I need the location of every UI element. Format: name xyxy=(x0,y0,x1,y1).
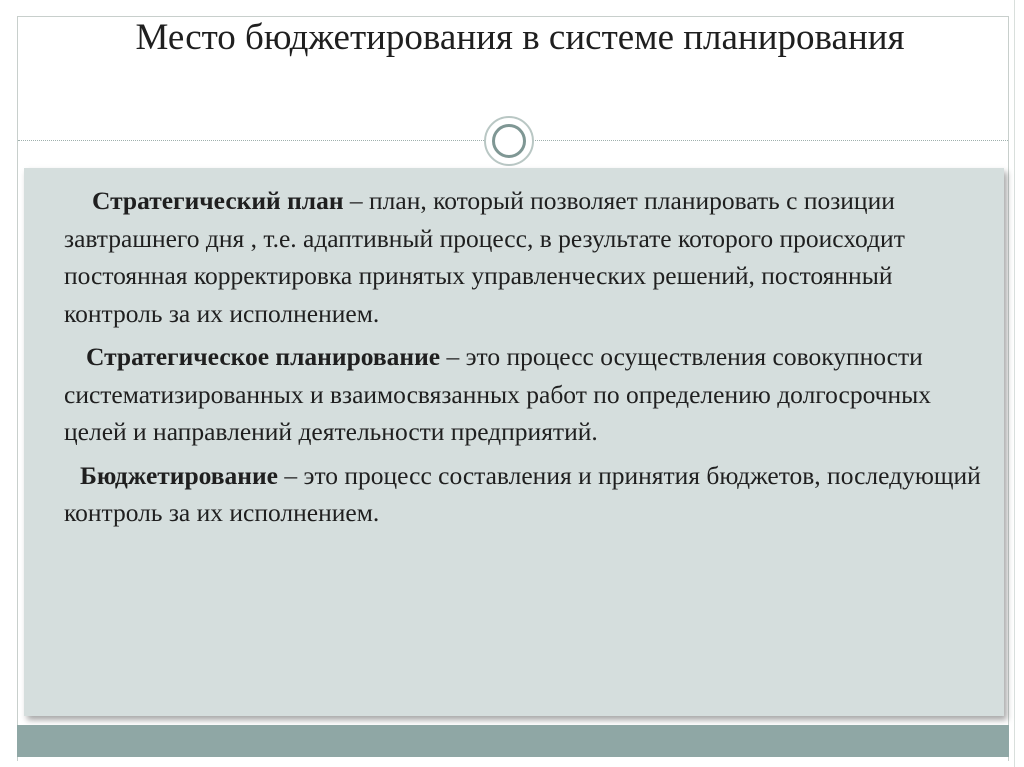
bottom-band xyxy=(17,725,1009,757)
ring-inner xyxy=(492,124,526,158)
definition-strategic-planning: – это процесс осуществления совокупности систематизированных и взаимосвязанных работ по определению долгосрочных целей и направлений деятельности предприятий. xyxy=(64,342,932,446)
frame-right-line xyxy=(1008,16,1009,761)
term-strategic-plan: Стратегический план xyxy=(92,186,344,215)
slide-title: Место бюджетирования в системе планирования xyxy=(135,17,905,58)
paragraph-budgeting xyxy=(64,457,994,532)
term-budgeting: Бюджетирование xyxy=(80,460,278,490)
term-strategic-planning: Стратегическое планирование xyxy=(86,342,441,371)
content-text xyxy=(64,182,994,538)
ring-ornament-icon xyxy=(484,116,534,166)
frame-left-line xyxy=(17,16,18,761)
content-box xyxy=(24,168,1004,716)
paragraph-strategic-planning xyxy=(64,338,994,451)
paragraph-strategic-plan xyxy=(64,182,994,332)
definition-budgeting: – это процесс составления и принятия бюджетов, последующий контроль за их исполнением. xyxy=(64,460,981,527)
definition-strategic-plan: – план, который позволяет планировать с позиции завтрашнего дня , т.е. адаптивный процесс, в результате которого происходит постоянная корректировка принятых управленческих решений, постоянный контроль за их исполнением. xyxy=(64,186,905,328)
frame-rail-line xyxy=(1014,0,1015,767)
